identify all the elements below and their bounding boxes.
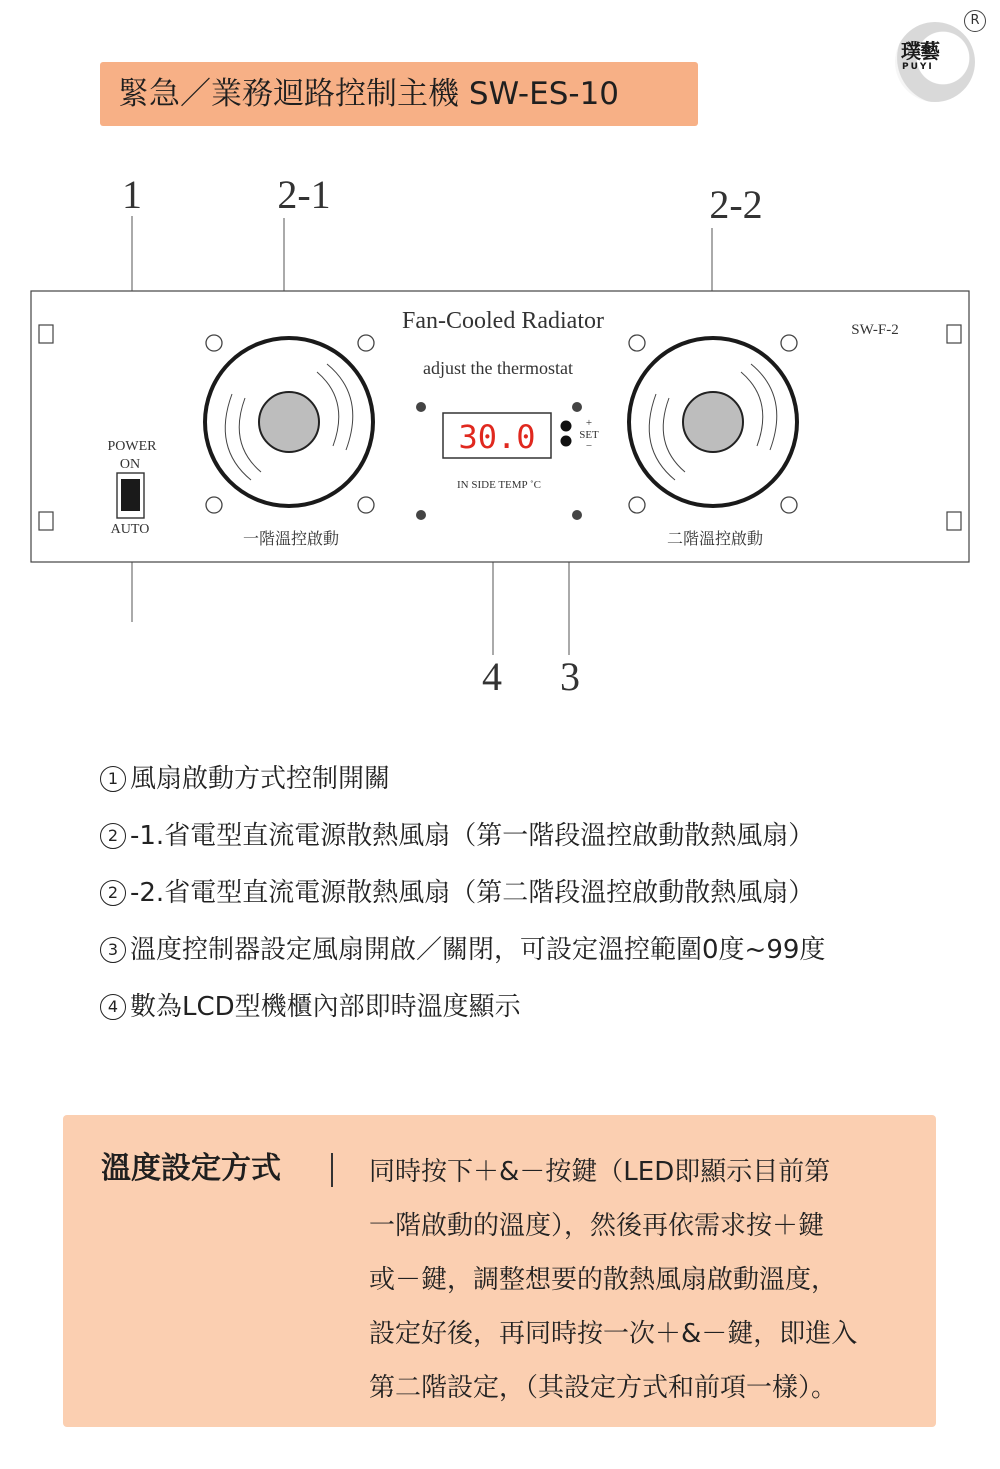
item-number-badge: 2 (100, 823, 126, 849)
item-text: -1.省電型直流電源散熱風扇（第一階段溫控啟動散熱風扇） (130, 820, 815, 851)
item-text: 風扇啟動方式控制開關 (130, 763, 391, 794)
list-item (100, 921, 960, 978)
fan-2-screw-br (781, 497, 797, 513)
list-item (100, 864, 960, 921)
instructions-body (369, 1145, 909, 1415)
temperature-display-value: 30.0 (458, 418, 536, 456)
item-number-badge: 2 (100, 880, 126, 906)
fan-1-screw-tl (206, 335, 222, 351)
on-label: ON (119, 457, 141, 472)
heading-divider (331, 1153, 333, 1187)
power-label: POWER (107, 439, 157, 454)
item-text: -2.省電型直流電源散熱風扇（第二階段溫控啟動散熱風扇） (130, 877, 815, 908)
minus-sign: − (585, 440, 593, 452)
fan-2-hub (683, 392, 743, 452)
item-number-badge: 3 (100, 937, 126, 963)
fan-2-screw-bl (629, 497, 645, 513)
logo-chinese-text: 璞藝 (901, 39, 939, 63)
instruction-line: 第二階設定，（其設定方式和前項一樣）。 (369, 1373, 838, 1403)
callout-2-2: 2-2 (709, 182, 763, 227)
brand-logo (895, 22, 979, 106)
fan-1-hub (259, 392, 319, 452)
controller-screw-tl (416, 402, 426, 412)
mount-slot-left-bottom (39, 512, 53, 530)
mount-slot-right-bottom (947, 512, 961, 530)
title-badge (100, 62, 698, 126)
instruction-line: 設定好後，再同時按一次＋&－鍵，即進入 (369, 1319, 858, 1349)
item-text: 溫度控制器設定風扇開啟／關閉，可設定溫控範圍0度~99度 (130, 934, 826, 965)
registered-mark: R (964, 10, 986, 32)
model-label: SW-F-2 (851, 322, 899, 338)
callout-1: 1 (122, 172, 142, 217)
item-text: 數為LCD型機櫃內部即時溫度顯示 (130, 991, 521, 1022)
list-item (100, 750, 960, 807)
page-title: 緊急／業務迴路控制主機 SW-ES-10 (118, 76, 620, 112)
inside-temp-label: IN SIDE TEMP ˚C (456, 479, 542, 491)
panel-subtitle: adjust the thermostat (423, 358, 573, 378)
controller-screw-bl (416, 510, 426, 520)
item-number-badge: 4 (100, 994, 126, 1020)
plus-button[interactable] (561, 421, 572, 432)
set-label: SET (579, 429, 599, 441)
plus-sign: + (585, 417, 593, 429)
controller-screw-br (572, 510, 582, 520)
setting-instructions-box (63, 1115, 936, 1427)
list-item (100, 807, 960, 864)
auto-label: AUTO (110, 522, 150, 537)
instructions-heading: 溫度設定方式 (101, 1151, 281, 1186)
callout-3: 3 (560, 654, 580, 699)
callout-2-1: 2-1 (277, 172, 331, 217)
mount-slot-right-top (947, 325, 961, 343)
device-diagram (0, 150, 1000, 710)
fan-1-screw-br (358, 497, 374, 513)
fan-2-screw-tr (781, 335, 797, 351)
controller-screw-tr (572, 402, 582, 412)
minus-button[interactable] (561, 436, 572, 447)
panel-title: Fan-Cooled Radiator (402, 308, 604, 334)
fan-2-label: 二階溫控啟動 (666, 529, 764, 548)
list-item (100, 978, 960, 1035)
feature-list (100, 750, 960, 1035)
logo-latin-text: PUYI (902, 62, 934, 72)
callout-4: 4 (482, 654, 502, 699)
item-number-badge: 1 (100, 766, 126, 792)
fan-1-label: 一階溫控啟動 (242, 529, 340, 548)
mount-slot-left-top (39, 325, 53, 343)
instruction-line: 或－鍵，調整想要的散熱風扇啟動溫度， (369, 1265, 838, 1295)
instruction-line: 同時按下＋&－按鍵（LED即顯示目前第 (369, 1157, 831, 1187)
fan-1-screw-tr (358, 335, 374, 351)
instruction-line: 一階啟動的溫度），然後再依需求按＋鍵 (369, 1211, 825, 1241)
fan-1-screw-bl (206, 497, 222, 513)
fan-2-screw-tl (629, 335, 645, 351)
power-switch-rocker (121, 479, 140, 511)
